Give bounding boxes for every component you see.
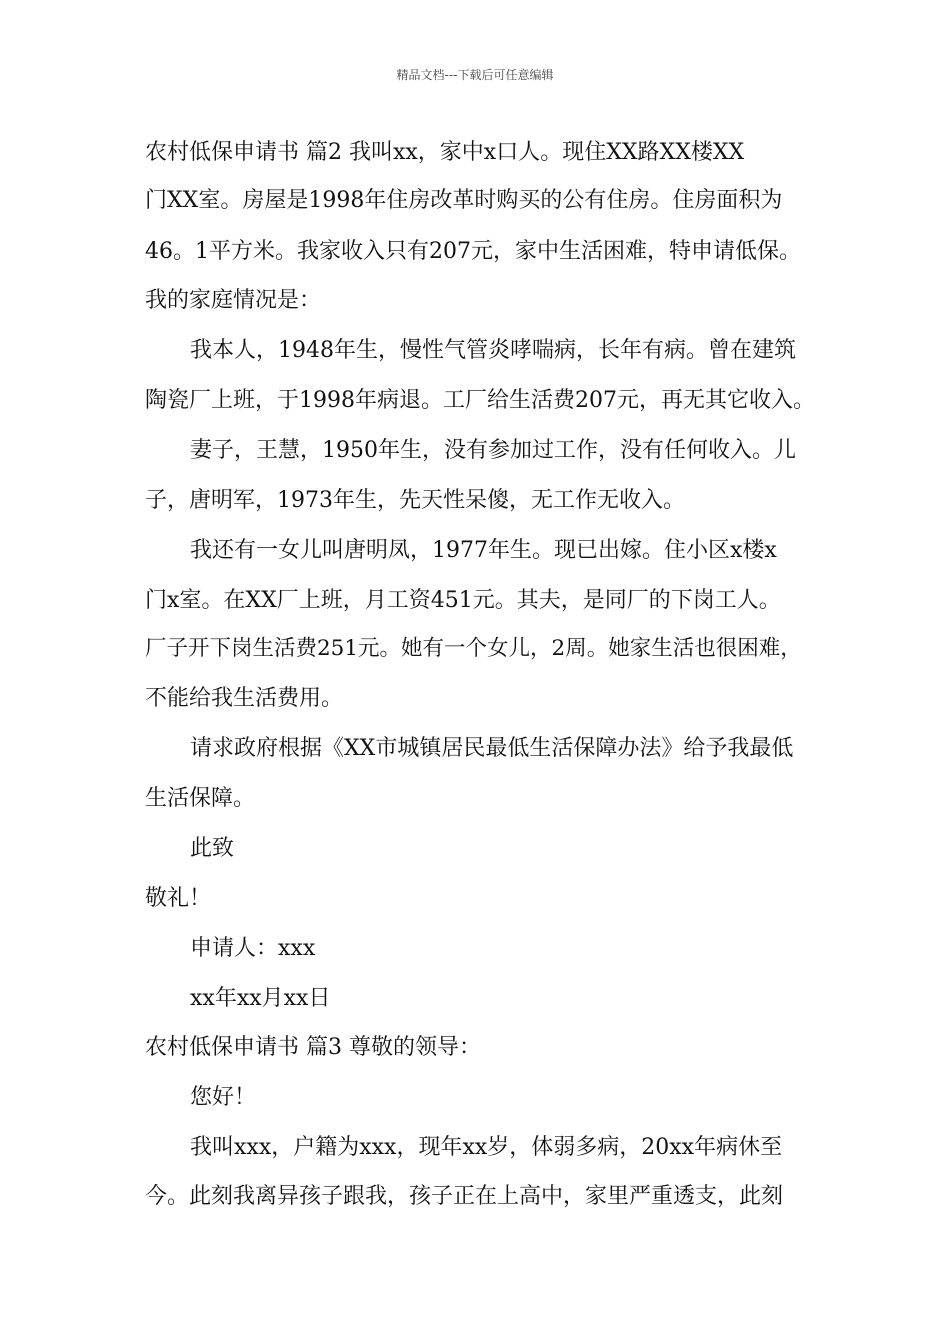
text-line: 农村低保申请书 篇2 我叫xx，家中x口人。现住XX路XX楼XX <box>145 140 745 165</box>
text-line: 我本人，1948年生，慢性气管炎哮喘病，长年有病。曾在建筑 <box>190 338 796 363</box>
text-line: 敬礼！ <box>145 886 212 911</box>
page-header: 精品文档---下载后可任意编辑 <box>396 68 554 82</box>
text-line: 门x室。在XX厂上班，月工资451元。其夫，是同厂的下岗工人。 <box>145 588 781 613</box>
text-line: 农村低保申请书 篇3 尊敬的领导： <box>145 1035 481 1060</box>
text-line: 您好！ <box>190 1085 257 1110</box>
text-line: xx年xx月xx日 <box>190 986 331 1011</box>
text-line: 门XX室。房屋是1998年住房改革时购买的公有住房。住房面积为 <box>145 188 783 213</box>
text-line: 请求政府根据《XX市城镇居民最低生活保障办法》给予我最低 <box>190 736 794 761</box>
text-line: 我的家庭情况是： <box>145 288 322 313</box>
text-line: 妻子，王慧，1950年生，没有参加过工作，没有任何收入。儿 <box>190 438 796 463</box>
text-line: 我叫xxx，户籍为xxx，现年xx岁，体弱多病，20xx年病休至 <box>190 1135 783 1160</box>
text-line: 不能给我生活费用。 <box>145 686 344 711</box>
text-line: 今。此刻我离异孩子跟我，孩子正在上高中，家里严重透支，此刻 <box>145 1184 784 1209</box>
text-line: 厂子开下岗生活费251元。她有一个女儿，2周。她家生活也很困难， <box>145 636 802 661</box>
text-line: 陶瓷厂上班，于1998年病退。工厂给生活费207元，再无其它收入。 <box>145 388 815 413</box>
text-line: 生活保障。 <box>145 786 256 811</box>
text-line: 此致 <box>190 836 235 861</box>
text-line: 我还有一女儿叫唐明凤，1977年生。现已出嫁。住小区x楼x <box>190 538 777 563</box>
text-line: 46。1平方米。我家收入只有207元，家中生活困难，特申请低保。 <box>145 239 801 264</box>
text-line: 申请人：xxx <box>190 936 316 961</box>
text-line: 子，唐明军，1973年生，先天性呆傻，无工作无收入。 <box>145 488 685 513</box>
